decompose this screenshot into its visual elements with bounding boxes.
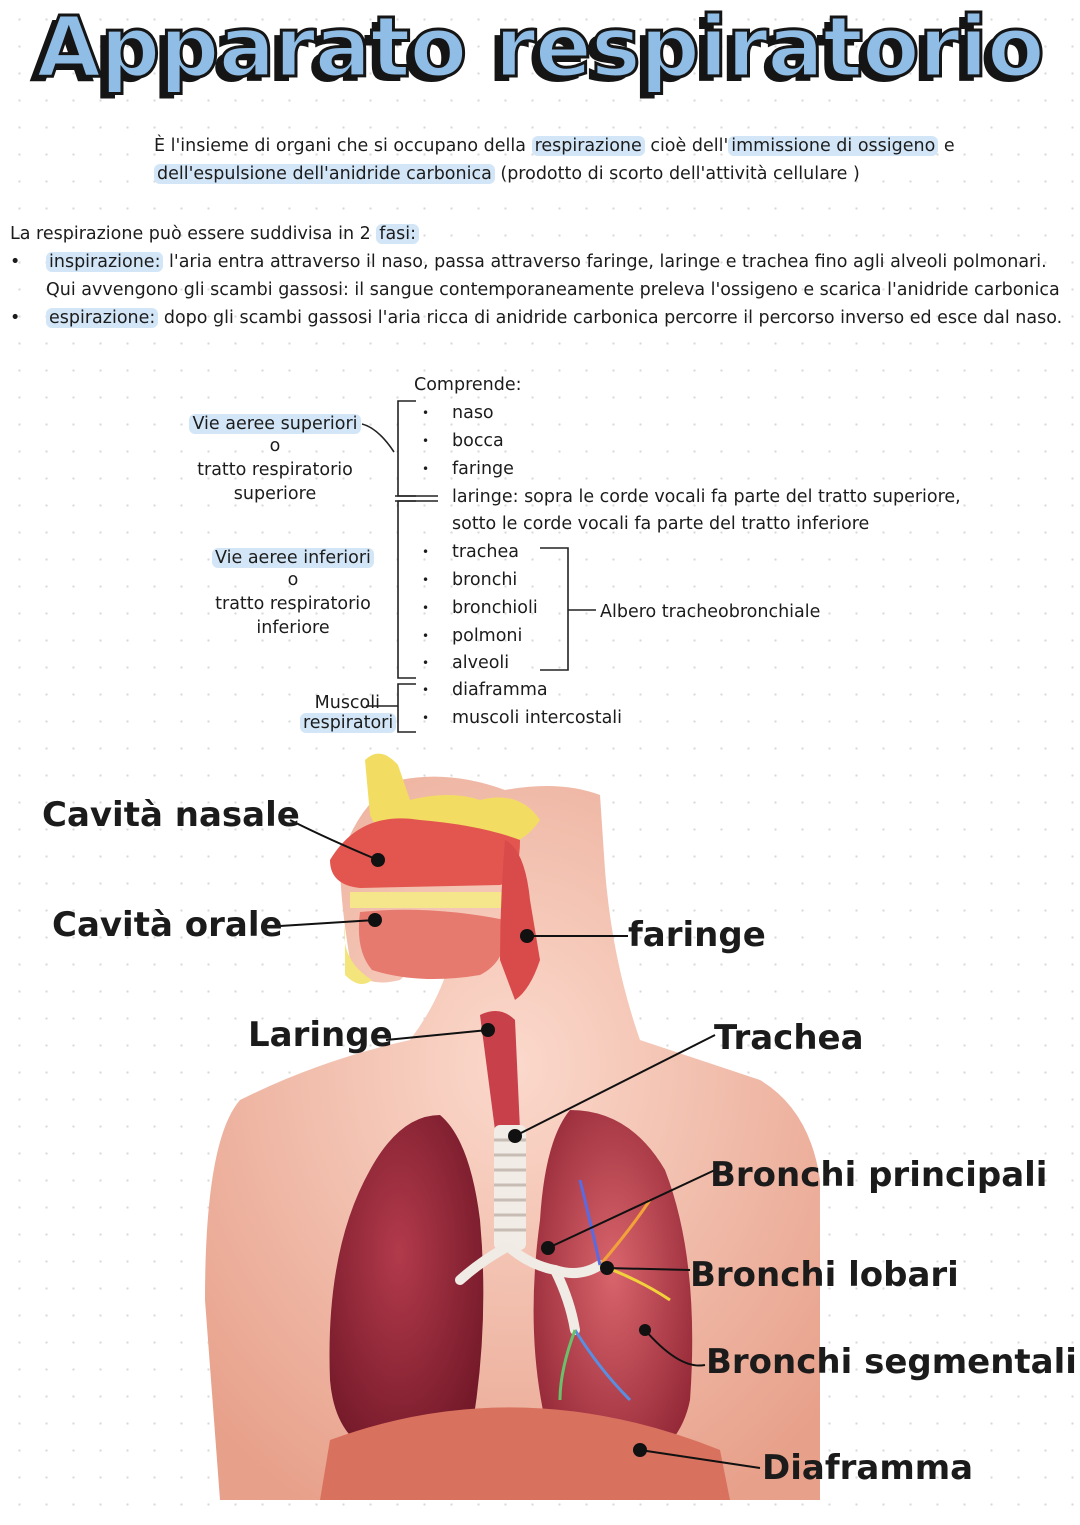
bullet: • <box>422 656 430 670</box>
muscles-line2: respiratori <box>300 713 396 733</box>
bullet: • <box>422 711 430 725</box>
lower-or: o <box>287 570 299 590</box>
highlight-respirazione: respirazione <box>532 136 645 156</box>
scheme-heading: Comprende: <box>414 375 522 395</box>
connector-upper <box>362 424 394 452</box>
respiratory-diagram <box>0 740 1080 1525</box>
bracket-upper <box>398 401 416 496</box>
item-trachea: trachea <box>452 542 519 562</box>
label-cavita-orale: Cavità orale <box>52 905 283 945</box>
item-bocca: bocca <box>452 431 504 451</box>
albero-label: Albero tracheobronchiale <box>600 602 821 622</box>
label-laringe: Laringe <box>248 1015 393 1055</box>
term-inspirazione: inspirazione: <box>46 252 163 272</box>
intro-text: È l'insieme di organi che si occupano della <box>154 136 532 156</box>
highlight-fasi: fasi: <box>376 224 419 244</box>
bullet: • <box>422 406 430 420</box>
label-diaframma: Diaframma <box>762 1448 974 1488</box>
trachea-rings <box>494 1125 526 1250</box>
label-bronchi-principali: Bronchi principali <box>710 1155 1048 1195</box>
bullet: • <box>422 601 430 615</box>
laringe-double-line <box>395 496 438 501</box>
bracket-muscles <box>398 684 416 732</box>
bullet: • <box>10 308 21 328</box>
item-alveoli: alveoli <box>452 653 510 673</box>
upper-line3: superiore <box>233 484 317 504</box>
bullet: • <box>10 252 21 272</box>
highlight-espulsione: dell'espulsione dell'anidride carbonica <box>154 164 495 184</box>
bullet: • <box>422 683 430 697</box>
page-title: Apparato respiratorio <box>36 0 1044 96</box>
upper-line2: tratto respiratorio <box>197 460 353 480</box>
espirazione-text: dopo gli scambi gassosi l'aria ricca di anidride carbonica percorre il percorso inverso ed esce dal naso. <box>158 308 1063 328</box>
upper-airways-label: Vie aeree superiori <box>189 414 360 434</box>
intro-text: (prodotto di scorto dell'attività cellulare ) <box>494 164 860 184</box>
muscles-line1: Muscoli <box>314 693 380 713</box>
item-polmoni: polmoni <box>452 626 523 646</box>
bullet: • <box>422 462 430 476</box>
bracket-albero <box>540 548 568 670</box>
intro-text: cioè dell' <box>644 136 729 156</box>
bullet: • <box>422 434 430 448</box>
label-bronchi-lobari: Bronchi lobari <box>690 1255 959 1295</box>
lower-airways-label: Vie aeree inferiori <box>212 548 374 568</box>
item-diaframma: diaframma <box>452 680 548 700</box>
inspirazione-text: l'aria entra attraverso il naso, passa attraverso faringe, laringe e trachea fino agli alveoli polmonari. <box>163 252 1047 272</box>
label-trachea: Trachea <box>714 1018 864 1058</box>
bullet: • <box>422 573 430 587</box>
scheme-brackets <box>0 0 1080 760</box>
item-muscoli-intercostali: muscoli intercostali <box>452 708 623 728</box>
bullet: • <box>422 545 430 559</box>
inspirazione-text-2: Qui avvengono gli scambi gassosi: il sangue contemporaneamente preleva l'ossigeno e scarica l'anidride carbonica <box>46 280 1060 300</box>
lower-line3: inferiore <box>256 618 330 638</box>
highlight-immissione: immissione di ossigeno <box>728 136 938 156</box>
item-laringe: laringe: sopra le corde vocali fa parte del tratto superiore, <box>452 487 961 507</box>
palate <box>350 892 510 908</box>
upper-or: o <box>269 436 281 456</box>
phases-lead: La respirazione può essere suddivisa in 2 <box>10 224 377 244</box>
item-bronchioli: bronchioli <box>452 598 538 618</box>
label-bronchi-segmentali: Bronchi segmentali <box>706 1342 1077 1382</box>
item-bronchi: bronchi <box>452 570 518 590</box>
bracket-lower <box>398 501 416 678</box>
label-faringe: faringe <box>628 915 766 955</box>
label-cavita-nasale: Cavità nasale <box>42 795 300 835</box>
item-naso: naso <box>452 403 494 423</box>
item-laringe-2: sotto le corde vocali fa parte del tratto inferiore <box>452 514 870 534</box>
lower-line2: tratto respiratorio <box>215 594 371 614</box>
bullet: • <box>422 629 430 643</box>
intro-text: e <box>938 136 955 156</box>
item-faringe: faringe <box>452 459 514 479</box>
term-espirazione: espirazione: <box>46 308 158 328</box>
